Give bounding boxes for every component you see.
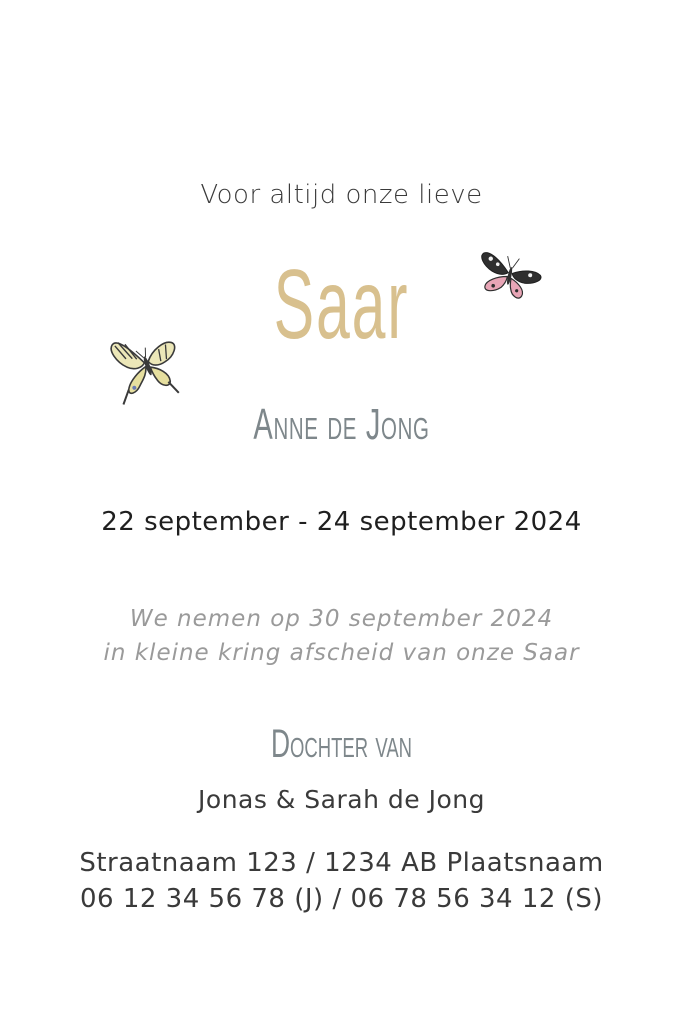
life-dates: 22 september - 24 september 2024 (101, 507, 582, 537)
parents-names: Jonas & Sarah de Jong (198, 785, 485, 814)
address-line: Straatnaam 123 / 1234 AB Plaatsnaam (79, 848, 604, 878)
daughter-of-heading: Dochter van (270, 722, 413, 766)
yellow-swallowtail-butterfly-icon (105, 322, 189, 406)
first-name-heading: Saar (273, 249, 410, 359)
farewell-line-1: We nemen op 30 september 2024 (129, 606, 554, 632)
full-name-heading: Anne de Jong (253, 400, 430, 449)
intro-text: Voor altijd onze lieve (200, 180, 483, 210)
phone-numbers: 06 12 34 56 78 (J) / 06 78 56 34 12 (S) (79, 884, 604, 914)
pink-moth-butterfly-icon (474, 245, 546, 303)
farewell-line-2: in kleine kring afscheid van onze Saar (103, 640, 580, 666)
